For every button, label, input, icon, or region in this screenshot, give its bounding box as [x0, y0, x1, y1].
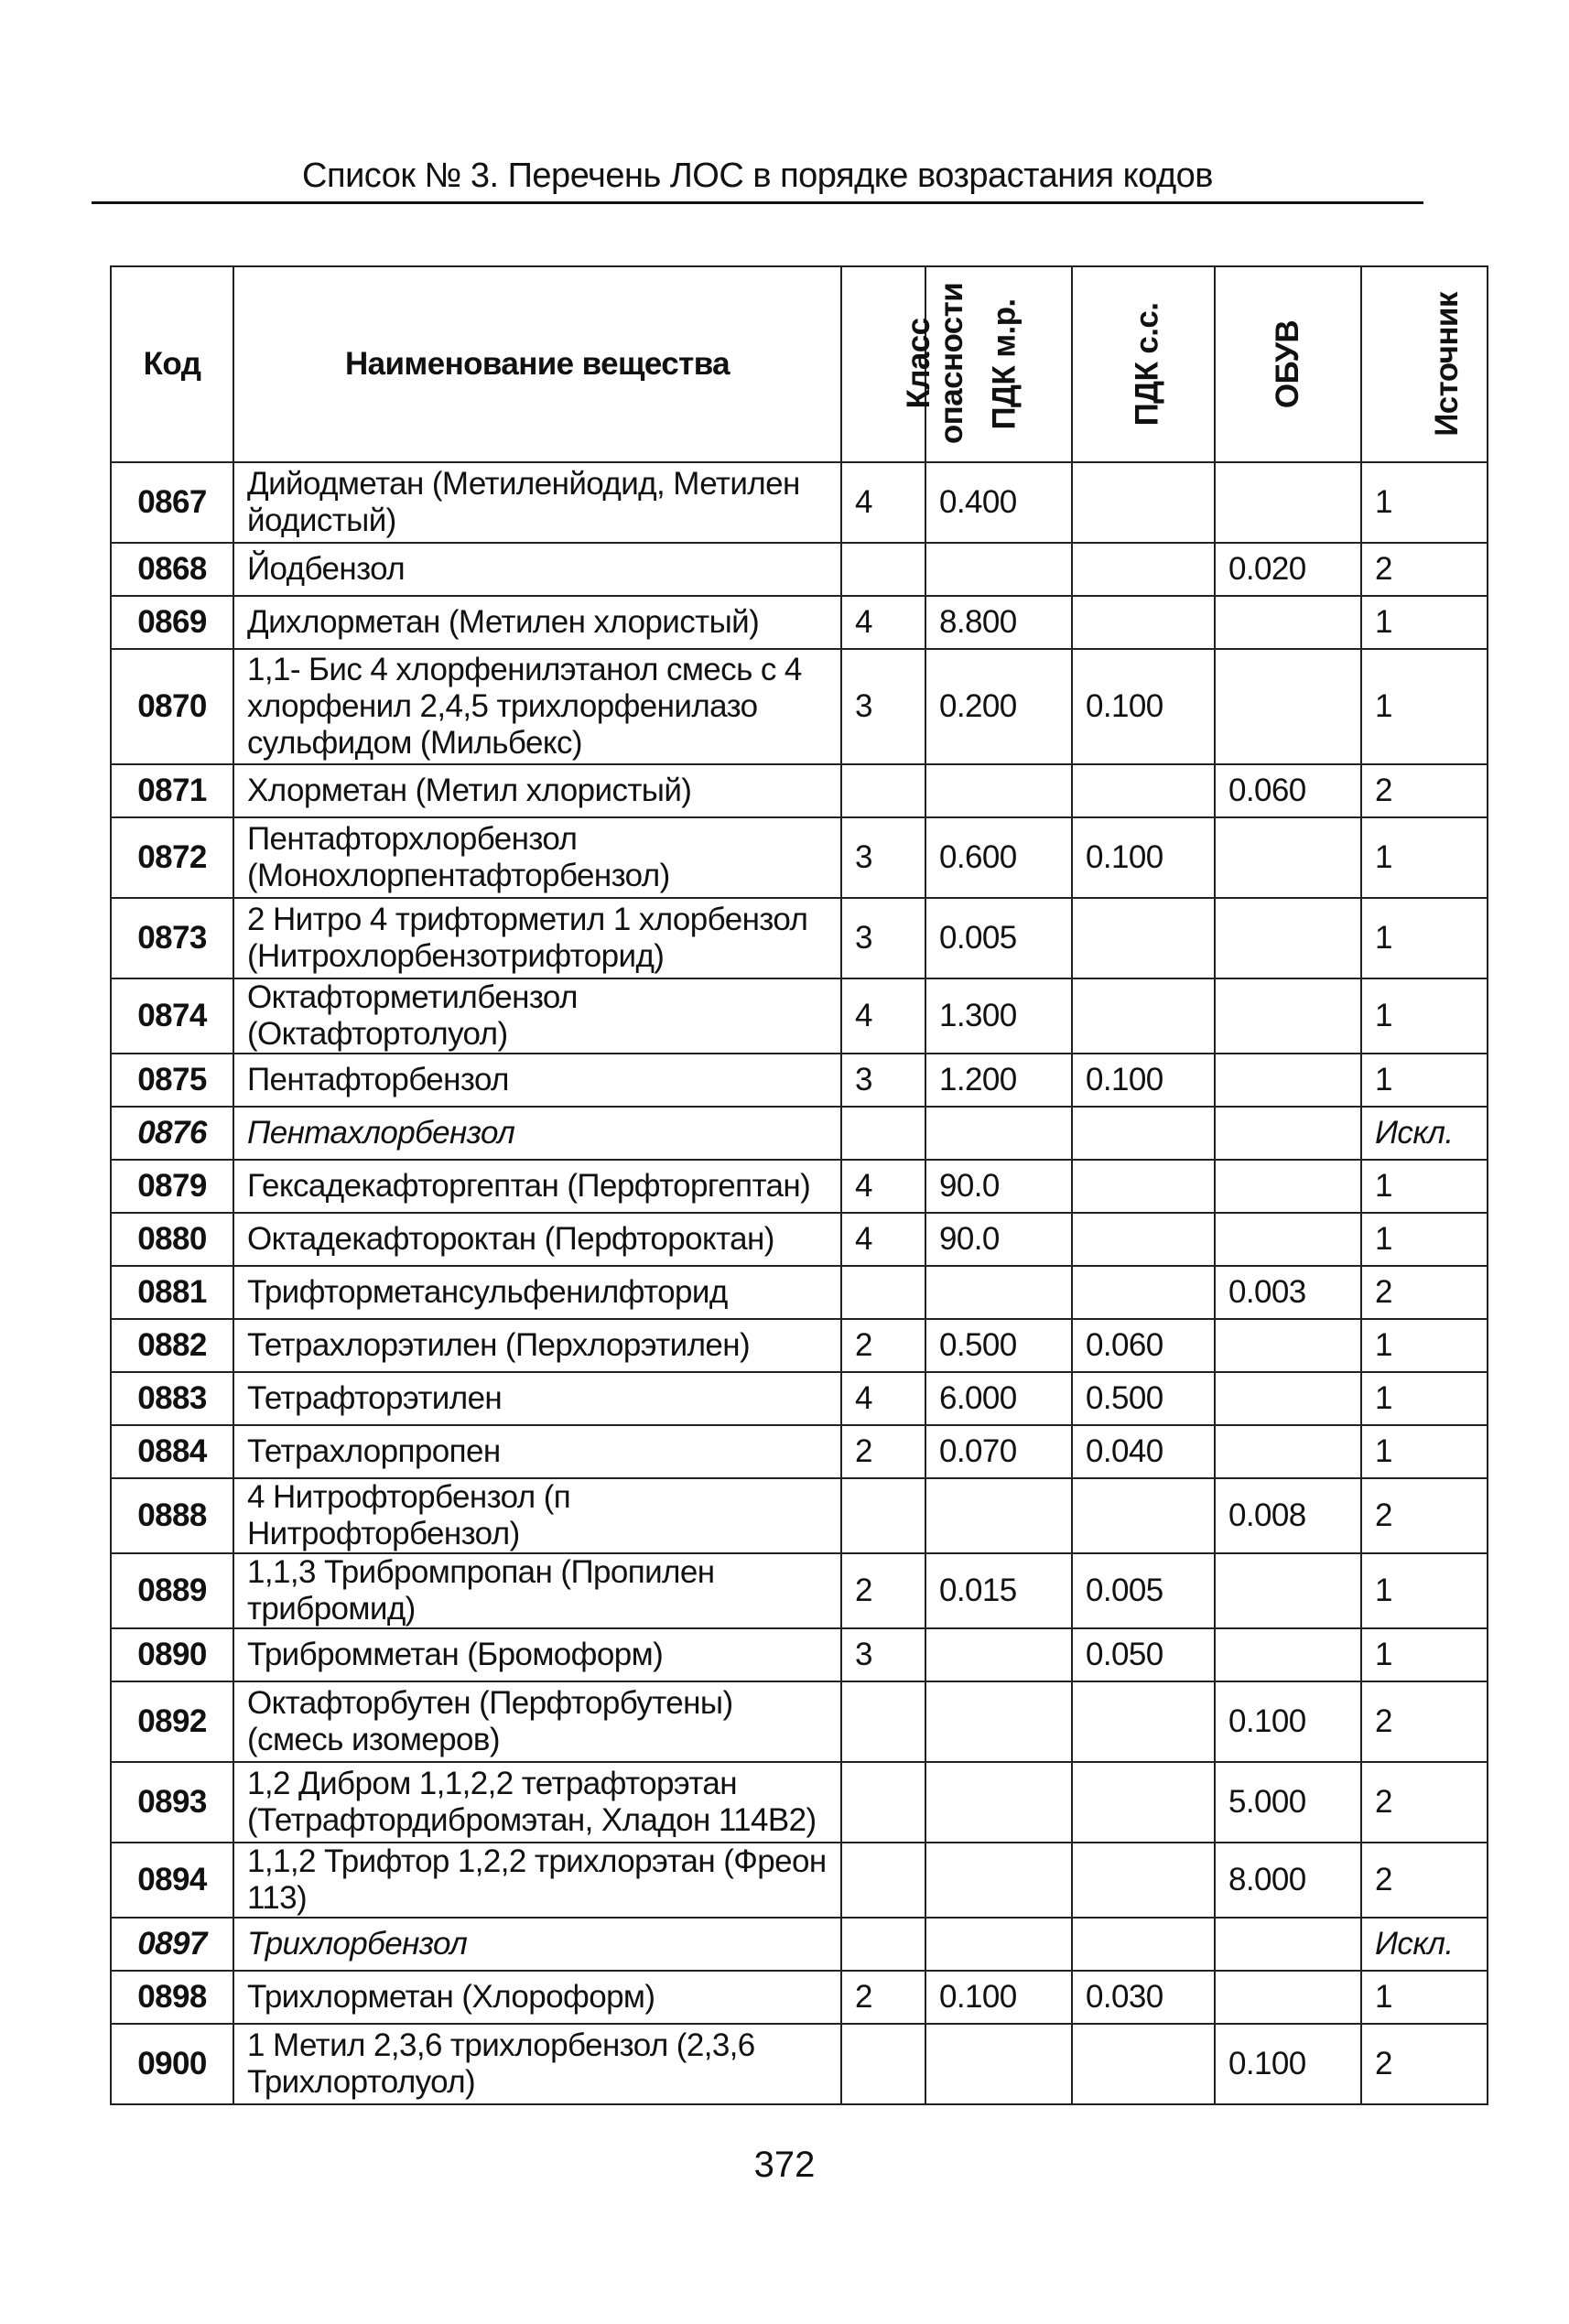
- cell-code: 0876: [111, 1107, 233, 1160]
- cell-pdk-ss: 0.100: [1072, 649, 1215, 764]
- cell-hazard-class: 2: [841, 1319, 925, 1372]
- table-row: [111, 1918, 1488, 1971]
- cell-obuv: 0.060: [1215, 764, 1361, 817]
- cell-hazard-class: 4: [841, 596, 925, 649]
- table-row: [111, 2024, 1488, 2104]
- cell-name: Трибромметан (Бромоформ): [233, 1628, 841, 1681]
- table-row: [111, 1681, 1488, 1762]
- cell-pdk-mr: 0.005: [925, 898, 1072, 978]
- cell-obuv: [1215, 1372, 1361, 1425]
- cell-name: Тетрахлорпропен: [233, 1425, 841, 1478]
- table-row: [111, 1971, 1488, 2024]
- table-body: [111, 462, 1488, 2104]
- cell-source: 1: [1361, 649, 1488, 764]
- cell-source: 1: [1361, 1971, 1488, 2024]
- cell-name: Пентафторхлорбензол (Монохлорпентафторбензол): [233, 817, 841, 898]
- cell-obuv: [1215, 1213, 1361, 1266]
- cell-pdk-mr: [925, 543, 1072, 596]
- cell-source: 1: [1361, 1160, 1488, 1213]
- cell-code: 0893: [111, 1762, 233, 1843]
- page-number: 372: [753, 2145, 816, 2185]
- column-header-name: Наименование вещества: [233, 266, 841, 462]
- cell-code: 0873: [111, 898, 233, 978]
- cell-source: 1: [1361, 817, 1488, 898]
- cell-source: 2: [1361, 764, 1488, 817]
- table-row: [111, 1553, 1488, 1628]
- cell-obuv: [1215, 1425, 1361, 1478]
- cell-obuv: [1215, 978, 1361, 1054]
- column-header-pdk-mr-text: ПДК м.р.: [986, 298, 1023, 430]
- cell-name: Йодбензол: [233, 543, 841, 596]
- table-row: [111, 1319, 1488, 1372]
- cell-pdk-mr: 0.200: [925, 649, 1072, 764]
- cell-code: 0867: [111, 462, 233, 543]
- cell-obuv: [1215, 1628, 1361, 1681]
- column-header-source: [1361, 266, 1488, 462]
- cell-source: 1: [1361, 898, 1488, 978]
- cell-source: 1: [1361, 1372, 1488, 1425]
- column-header-source-text: Источник: [1428, 292, 1465, 437]
- cell-obuv: [1215, 1054, 1361, 1107]
- cell-code: 0880: [111, 1213, 233, 1266]
- cell-obuv: 0.008: [1215, 1478, 1361, 1553]
- cell-hazard-class: [841, 1107, 925, 1160]
- cell-hazard-class: 2: [841, 1553, 925, 1628]
- cell-name: Октадекафтороктан (Перфтороктан): [233, 1213, 841, 1266]
- table-row: [111, 1425, 1488, 1478]
- cell-hazard-class: [841, 2024, 925, 2104]
- cell-pdk-ss: [1072, 1107, 1215, 1160]
- cell-code: 0875: [111, 1054, 233, 1107]
- cell-pdk-mr: 0.070: [925, 1425, 1072, 1478]
- cell-name: 1,2 Дибром 1,1,2,2 тетрафторэтан (Тетрафтордибромэтан, Хладон 114В2): [233, 1762, 841, 1843]
- cell-pdk-mr: [925, 1681, 1072, 1762]
- table-row: [111, 764, 1488, 817]
- cell-name: 2 Нитро 4 трифторметил 1 хлорбензол (Нитрохлорбензотрифторид): [233, 898, 841, 978]
- cell-code: 0874: [111, 978, 233, 1054]
- cell-pdk-ss: 0.500: [1072, 1372, 1215, 1425]
- cell-hazard-class: 3: [841, 817, 925, 898]
- table-header-row: [111, 266, 1488, 462]
- table-row: [111, 1213, 1488, 1266]
- cell-pdk-ss: [1072, 1681, 1215, 1762]
- cell-obuv: [1215, 649, 1361, 764]
- table-row: [111, 1054, 1488, 1107]
- cell-hazard-class: [841, 1478, 925, 1553]
- table-row: [111, 1372, 1488, 1425]
- cell-pdk-ss: [1072, 1213, 1215, 1266]
- cell-source: 2: [1361, 1478, 1488, 1553]
- table-row: [111, 462, 1488, 543]
- cell-pdk-ss: [1072, 1160, 1215, 1213]
- cell-pdk-mr: [925, 1107, 1072, 1160]
- cell-obuv: [1215, 462, 1361, 543]
- cell-source: 1: [1361, 462, 1488, 543]
- cell-pdk-ss: [1072, 764, 1215, 817]
- cell-obuv: [1215, 898, 1361, 978]
- cell-hazard-class: 4: [841, 978, 925, 1054]
- cell-pdk-ss: [1072, 1918, 1215, 1971]
- cell-hazard-class: 4: [841, 1213, 925, 1266]
- cell-pdk-ss: [1072, 1266, 1215, 1319]
- cell-code: 0883: [111, 1372, 233, 1425]
- cell-obuv: 8.000: [1215, 1843, 1361, 1918]
- cell-code: 0892: [111, 1681, 233, 1762]
- cell-hazard-class: 3: [841, 898, 925, 978]
- cell-hazard-class: [841, 1843, 925, 1918]
- cell-pdk-ss: [1072, 1478, 1215, 1553]
- cell-name: Тетрафторэтилен: [233, 1372, 841, 1425]
- cell-pdk-ss: 0.040: [1072, 1425, 1215, 1478]
- cell-source: 1: [1361, 1425, 1488, 1478]
- cell-hazard-class: 2: [841, 1425, 925, 1478]
- cell-source: 1: [1361, 1628, 1488, 1681]
- cell-hazard-class: [841, 1762, 925, 1843]
- cell-name: Дийодметан (Метиленйодид, Метилен йодистый): [233, 462, 841, 543]
- cell-hazard-class: 3: [841, 649, 925, 764]
- cell-pdk-ss: 0.100: [1072, 1054, 1215, 1107]
- cell-pdk-ss: 0.100: [1072, 817, 1215, 898]
- cell-code: 0881: [111, 1266, 233, 1319]
- column-header-obuv-text: ОБУВ: [1269, 319, 1305, 409]
- cell-pdk-mr: 0.015: [925, 1553, 1072, 1628]
- cell-source: 1: [1361, 978, 1488, 1054]
- cell-pdk-ss: [1072, 596, 1215, 649]
- cell-pdk-mr: 8.800: [925, 596, 1072, 649]
- cell-code: 0868: [111, 543, 233, 596]
- cell-hazard-class: [841, 1266, 925, 1319]
- table-row: [111, 898, 1488, 978]
- cell-name: Октафторметилбензол (Октафтортолуол): [233, 978, 841, 1054]
- cell-source: 2: [1361, 1681, 1488, 1762]
- cell-hazard-class: [841, 764, 925, 817]
- column-header-code: Код: [111, 266, 233, 462]
- table-row: [111, 1160, 1488, 1213]
- cell-hazard-class: 2: [841, 1971, 925, 2024]
- cell-source: 1: [1361, 1553, 1488, 1628]
- cell-code: 0884: [111, 1425, 233, 1478]
- cell-code: 0882: [111, 1319, 233, 1372]
- cell-pdk-mr: 90.0: [925, 1213, 1072, 1266]
- cell-obuv: 0.020: [1215, 543, 1361, 596]
- column-header-hazard-class-line1: Класс: [901, 318, 937, 409]
- cell-hazard-class: [841, 543, 925, 596]
- cell-code: 0871: [111, 764, 233, 817]
- cell-code: 0870: [111, 649, 233, 764]
- cell-name: 4 Нитрофторбензол (п Нитрофторбензол): [233, 1478, 841, 1553]
- cell-source: Искл.: [1361, 1107, 1488, 1160]
- table-row: [111, 1628, 1488, 1681]
- loc-table: [110, 265, 1488, 2105]
- cell-source: 2: [1361, 1843, 1488, 1918]
- cell-code: 0888: [111, 1478, 233, 1553]
- cell-obuv: [1215, 1553, 1361, 1628]
- cell-obuv: [1215, 1160, 1361, 1213]
- cell-pdk-mr: 0.400: [925, 462, 1072, 543]
- cell-pdk-mr: [925, 2024, 1072, 2104]
- cell-hazard-class: 4: [841, 462, 925, 543]
- cell-source: 2: [1361, 1266, 1488, 1319]
- cell-pdk-ss: [1072, 1843, 1215, 1918]
- cell-pdk-ss: [1072, 462, 1215, 543]
- cell-name: 1,1,3 Трибромпропан (Пропилен трибромид): [233, 1553, 841, 1628]
- cell-source: 1: [1361, 596, 1488, 649]
- cell-pdk-ss: [1072, 978, 1215, 1054]
- cell-obuv: [1215, 1971, 1361, 2024]
- cell-obuv: [1215, 1107, 1361, 1160]
- cell-obuv: 0.100: [1215, 1681, 1361, 1762]
- cell-obuv: [1215, 817, 1361, 898]
- cell-source: 2: [1361, 2024, 1488, 2104]
- cell-source: 1: [1361, 1054, 1488, 1107]
- cell-code: 0898: [111, 1971, 233, 2024]
- cell-source: Искл.: [1361, 1918, 1488, 1971]
- table-row: [111, 1762, 1488, 1843]
- cell-code: 0869: [111, 596, 233, 649]
- cell-name: Тетрахлорэтилен (Перхлорэтилен): [233, 1319, 841, 1372]
- cell-name: Дихлорметан (Метилен хлористый): [233, 596, 841, 649]
- table-row: [111, 1266, 1488, 1319]
- cell-name: 1,1,2 Трифтор 1,2,2 трихлорэтан (Фреон 113): [233, 1843, 841, 1918]
- cell-name: 1,1- Бис 4 хлорфенилэтанол смесь с 4 хлорфенил 2,4,5 трихлорфенилазо сульфидом (Мильбекс): [233, 649, 841, 764]
- table-row: [111, 1478, 1488, 1553]
- cell-code: 0890: [111, 1628, 233, 1681]
- cell-source: 1: [1361, 1213, 1488, 1266]
- cell-obuv: 5.000: [1215, 1762, 1361, 1843]
- table-row: [111, 1843, 1488, 1918]
- cell-name: Октафторбутен (Перфторбутены) (смесь изомеров): [233, 1681, 841, 1762]
- cell-obuv: [1215, 1918, 1361, 1971]
- cell-pdk-ss: [1072, 543, 1215, 596]
- cell-pdk-ss: [1072, 2024, 1215, 2104]
- cell-code: 0894: [111, 1843, 233, 1918]
- cell-name: Трихлорметан (Хлороформ): [233, 1971, 841, 2024]
- cell-code: 0889: [111, 1553, 233, 1628]
- cell-hazard-class: 4: [841, 1160, 925, 1213]
- cell-name: Трихлорбензол: [233, 1918, 841, 1971]
- cell-hazard-class: [841, 1918, 925, 1971]
- cell-pdk-ss: [1072, 898, 1215, 978]
- column-header-pdk-ss: [1072, 266, 1215, 462]
- cell-name: 1 Метил 2,3,6 трихлорбензол (2,3,6 Трихлортолуол): [233, 2024, 841, 2104]
- cell-pdk-mr: 0.500: [925, 1319, 1072, 1372]
- page-title: [92, 154, 1423, 204]
- table-row: [111, 596, 1488, 649]
- cell-name: Трифторметансульфенилфторид: [233, 1266, 841, 1319]
- table-row: [111, 649, 1488, 764]
- cell-pdk-mr: [925, 1762, 1072, 1843]
- table-row: [111, 543, 1488, 596]
- cell-pdk-ss: 0.060: [1072, 1319, 1215, 1372]
- cell-name: Пентахлорбензол: [233, 1107, 841, 1160]
- cell-pdk-mr: 6.000: [925, 1372, 1072, 1425]
- cell-pdk-mr: 0.600: [925, 817, 1072, 898]
- cell-pdk-mr: [925, 1628, 1072, 1681]
- table-row: [111, 1107, 1488, 1160]
- cell-pdk-mr: 0.100: [925, 1971, 1072, 2024]
- column-header-hazard-class: [841, 266, 970, 462]
- cell-pdk-mr: [925, 1918, 1072, 1971]
- cell-hazard-class: 3: [841, 1054, 925, 1107]
- column-header-pdk-ss-text: ПДК с.с.: [1129, 302, 1165, 427]
- cell-pdk-mr: [925, 1843, 1072, 1918]
- cell-name: Пентафторбензол: [233, 1054, 841, 1107]
- cell-pdk-mr: 90.0: [925, 1160, 1072, 1213]
- cell-pdk-ss: 0.005: [1072, 1553, 1215, 1628]
- cell-pdk-mr: 1.200: [925, 1054, 1072, 1107]
- cell-pdk-ss: 0.030: [1072, 1971, 1215, 2024]
- column-header-obuv: [1215, 266, 1361, 462]
- cell-pdk-mr: 1.300: [925, 978, 1072, 1054]
- cell-hazard-class: [841, 1681, 925, 1762]
- cell-pdk-ss: [1072, 1762, 1215, 1843]
- cell-obuv: 0.003: [1215, 1266, 1361, 1319]
- table-row: [111, 978, 1488, 1054]
- column-header-hazard-class-line2: опасности: [934, 282, 970, 445]
- cell-obuv: [1215, 1319, 1361, 1372]
- cell-name: Хлорметан (Метил хлористый): [233, 764, 841, 817]
- cell-pdk-mr: [925, 1478, 1072, 1553]
- cell-obuv: [1215, 596, 1361, 649]
- cell-hazard-class: 4: [841, 1372, 925, 1425]
- cell-obuv: 0.100: [1215, 2024, 1361, 2104]
- cell-code: 0897: [111, 1918, 233, 1971]
- cell-pdk-mr: [925, 1266, 1072, 1319]
- cell-code: 0879: [111, 1160, 233, 1213]
- cell-source: 2: [1361, 543, 1488, 596]
- cell-pdk-ss: 0.050: [1072, 1628, 1215, 1681]
- cell-source: 1: [1361, 1319, 1488, 1372]
- page-title-text: Список № 3. Перечень ЛОС в порядке возрастания кодов: [302, 157, 1213, 195]
- cell-source: 2: [1361, 1762, 1488, 1843]
- table-row: [111, 817, 1488, 898]
- cell-hazard-class: 3: [841, 1628, 925, 1681]
- cell-code: 0900: [111, 2024, 233, 2104]
- cell-code: 0872: [111, 817, 233, 898]
- cell-pdk-mr: [925, 764, 1072, 817]
- cell-name: Гексадекафторгептан (Перфторгептан): [233, 1160, 841, 1213]
